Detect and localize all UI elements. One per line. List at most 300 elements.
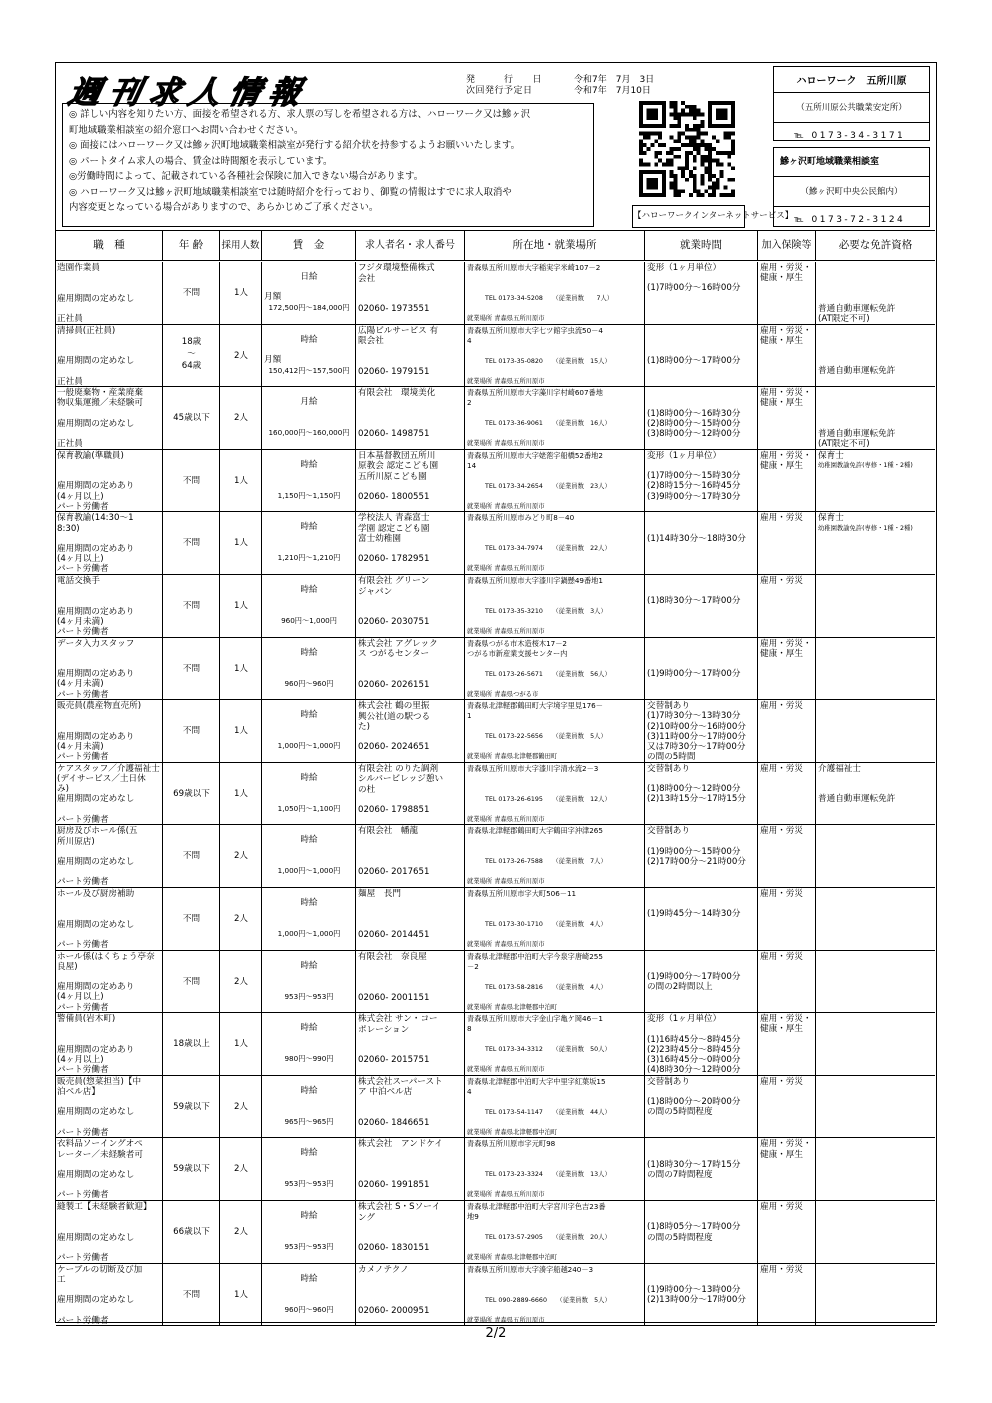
col-license: 必要な免許資格 bbox=[838, 239, 913, 251]
job-number: 02060- 1830151 bbox=[358, 1243, 430, 1253]
address-line: 青森県五所川原市字元町98 bbox=[467, 1139, 556, 1149]
office-name: 鰺ヶ沢町地域職業相談室 bbox=[780, 157, 880, 167]
publish-date-line: 発 行 日 令和7年 7月 3日 bbox=[466, 75, 655, 85]
table-row[interactable] bbox=[56, 700, 935, 763]
address-line: 青森県北津軽郡中泊町大字今泉字唐崎255 bbox=[467, 951, 603, 961]
hours-line: の間の7時間程度 bbox=[647, 1169, 713, 1180]
hire-count: 1人 bbox=[233, 788, 249, 799]
hours-line: (4)8時30分～12時00分 bbox=[647, 1065, 741, 1075]
job-line: (4ヶ月以上) bbox=[57, 554, 104, 565]
notice-line: ◎ ハローワーク又は鰺ヶ沢町地域職業相談室では随時紹介を行っており、御覧の情報はすでに求人取消や bbox=[69, 186, 512, 198]
notice-line: ◎ パートタイム求人の場合、賃金は時間額を表示しています。 bbox=[69, 155, 333, 167]
company-tel: TEL 0173-34-7974 （従業員数 22人） bbox=[485, 545, 611, 553]
company-name: 会社 bbox=[358, 273, 376, 284]
office-tel: ℡ 0173-34-3171 bbox=[774, 122, 929, 146]
wage-type: 時給 bbox=[300, 835, 318, 846]
hours-line: (1)16時45分～8時45分 bbox=[647, 1034, 741, 1045]
table-row[interactable] bbox=[56, 1076, 935, 1139]
hours-cell bbox=[645, 387, 758, 449]
wage-range: 172,500円～184,000円 bbox=[268, 303, 350, 312]
work-place: 就業場所 青森県五所川原市 bbox=[467, 1316, 545, 1324]
address-line: 青森県北津軽郡鶴田町大字境字里見176－ bbox=[467, 701, 603, 711]
company-cell bbox=[356, 1013, 465, 1075]
office-name: ハローワーク 五所川原 bbox=[796, 76, 907, 87]
hours-line: (1)9時00分～15時00分 bbox=[647, 846, 741, 857]
insurance-line: 雇用・労災 bbox=[760, 1076, 803, 1087]
insurance-line: 雇用・労災 bbox=[760, 763, 803, 774]
hours-line: の間の5時間程度 bbox=[647, 1107, 713, 1118]
hours-line: 変形（1ヶ月単位） bbox=[647, 263, 722, 273]
age-line: 59歳以下 bbox=[173, 1164, 210, 1175]
job-line: (4ヶ月以上) bbox=[57, 491, 104, 502]
license-cell bbox=[816, 262, 935, 324]
job-line: 雇用期間の定めあり bbox=[57, 669, 135, 680]
job-line: 縫製工【未経験者歓迎】 bbox=[57, 1202, 152, 1212]
job-line: 正社員 bbox=[57, 439, 83, 449]
work-place: 就業場所 青森県五所川原市 bbox=[467, 565, 545, 573]
address-line: 青森県五所川原市大字藻川字村崎607番地 bbox=[467, 388, 603, 398]
company-name: 株式会社 S・Sソーイ bbox=[358, 1202, 441, 1212]
job-line: (4ヶ月未満) bbox=[57, 616, 104, 627]
office-hellowork bbox=[773, 66, 930, 141]
company-cell bbox=[356, 1138, 465, 1200]
insurance-line: 雇用・労災 bbox=[760, 513, 803, 524]
job-line: 8:30) bbox=[57, 523, 80, 534]
age-line: 18歳 bbox=[181, 336, 202, 347]
wage-range: 1,000円～1,000円 bbox=[277, 866, 341, 876]
company-tel: TEL 0173-22-5656 （従業員数 5人） bbox=[485, 733, 607, 741]
work-place: 就業場所 青森県北津軽郡鶴田町 bbox=[467, 753, 558, 761]
company-cell bbox=[356, 325, 465, 387]
hours-cell bbox=[645, 1013, 758, 1075]
job-line: パート労働者 bbox=[57, 627, 109, 637]
age-line: 69歳以下 bbox=[173, 788, 210, 799]
col-count: 採用人数 bbox=[220, 231, 262, 260]
hire-count: 1人 bbox=[233, 538, 249, 549]
qr-code[interactable] bbox=[639, 101, 735, 197]
wage-type: 時給 bbox=[300, 710, 318, 721]
insurance-line: 雇用・労災 bbox=[760, 701, 803, 712]
hours-line: (3)8時00分～12時00分 bbox=[647, 428, 741, 439]
age-line: 66歳以下 bbox=[173, 1227, 210, 1237]
wage-range: 1,150円～1,150円 bbox=[277, 490, 341, 500]
address-cell bbox=[465, 763, 645, 825]
company-name: 有限会社 環境美化 bbox=[358, 388, 436, 399]
company-cell bbox=[356, 1201, 465, 1263]
work-place: 就業場所 青森県五所川原市 bbox=[467, 628, 545, 635]
company-cell bbox=[356, 1076, 465, 1138]
job-line: 雇用期間の定めなし bbox=[57, 794, 135, 805]
hours-line: (2)13時00分～17時00分 bbox=[647, 1295, 746, 1306]
job-line: 一般廃棄物・産業廃棄 bbox=[57, 388, 143, 399]
wage-cell bbox=[262, 1076, 356, 1138]
company-name: 有限会社 グリーン bbox=[358, 576, 430, 586]
col-wage: 賃 金 bbox=[262, 231, 356, 260]
count-cell bbox=[220, 1264, 262, 1326]
count-cell bbox=[220, 512, 262, 574]
table-row[interactable] bbox=[56, 888, 935, 951]
qr-code-label: 【ハローワークインターネットサービス】 bbox=[632, 205, 745, 228]
count-cell bbox=[220, 951, 262, 1013]
hire-count: 2人 bbox=[233, 1164, 249, 1175]
count-cell bbox=[220, 387, 262, 449]
hire-count: 2人 bbox=[233, 1227, 249, 1237]
wage-cell bbox=[262, 387, 356, 449]
hours-line: (3)9時00分～17時30分 bbox=[647, 491, 741, 502]
job-line: ホール及び厨房補助 bbox=[57, 889, 135, 899]
office-ajigasawa bbox=[773, 147, 930, 227]
insurance-line: 雇用・労災・ bbox=[760, 388, 812, 399]
hours-line: 変形（1ヶ月単位） bbox=[647, 450, 722, 461]
work-place: 就業場所 青森県北津軽郡中泊町 bbox=[467, 1254, 558, 1261]
company-tel: TEL 0173-34-5208 （従業員数 7人） bbox=[485, 295, 614, 302]
insurance-line: 雇用・労災 bbox=[760, 826, 803, 837]
hire-count: 1人 bbox=[233, 475, 249, 486]
company-tel: TEL 0173-30-1710 （従業員数 4人） bbox=[485, 921, 607, 928]
count-cell bbox=[220, 450, 262, 512]
license-line: 普通自動車運転免許 bbox=[818, 428, 896, 439]
hours-cell bbox=[645, 1138, 758, 1200]
insurance-cell bbox=[758, 575, 816, 637]
job-line: パート労働者 bbox=[57, 1127, 109, 1138]
hours-cell bbox=[645, 1201, 758, 1263]
job-number: 02060- 1973551 bbox=[358, 304, 430, 314]
job-line: 良屋) bbox=[57, 961, 78, 972]
license-line: 保育士 bbox=[818, 450, 844, 461]
job-number: 02060- 1498751 bbox=[358, 429, 430, 440]
job-cell bbox=[56, 888, 163, 950]
company-name: 株式会社 サン・コー bbox=[358, 1014, 438, 1025]
age-line: 不問 bbox=[182, 288, 201, 298]
hours-line: の間の2時間以上 bbox=[647, 982, 713, 993]
hours-line: 交替制あり bbox=[647, 763, 690, 774]
license-cell bbox=[816, 1201, 935, 1263]
address-line: 地9 bbox=[467, 1212, 479, 1221]
job-line: パート労働者 bbox=[57, 689, 109, 700]
company-tel: TEL 0173-35-0820 （従業員数 15人） bbox=[485, 357, 611, 365]
company-tel: TEL 0173-34-2654 （従業員数 23人） bbox=[485, 482, 611, 490]
company-cell bbox=[356, 262, 465, 324]
table-row[interactable] bbox=[56, 262, 935, 325]
job-number: 02060- 1846651 bbox=[358, 1117, 430, 1128]
job-line: レーター／未経験者可 bbox=[57, 1149, 143, 1160]
license-line: (AT限定不可) bbox=[818, 314, 870, 324]
count-cell bbox=[220, 888, 262, 950]
wage-range: 1,210円～1,210円 bbox=[277, 553, 341, 563]
hours-cell bbox=[645, 325, 758, 387]
company-name: シルバービレッジ憩い bbox=[358, 774, 444, 785]
address-cell bbox=[465, 1013, 645, 1075]
age-line: 不問 bbox=[182, 538, 201, 549]
hire-count: 1人 bbox=[233, 601, 249, 611]
age-cell bbox=[163, 700, 220, 762]
address-line: 青森県五所川原市大字漆川字鍋懸49番地1 bbox=[467, 576, 603, 585]
work-place: 就業場所 青森県五所川原市 bbox=[467, 440, 545, 448]
hire-count: 1人 bbox=[233, 663, 249, 674]
table-row[interactable] bbox=[56, 512, 935, 575]
age-line: 59歳以下 bbox=[173, 1101, 210, 1112]
job-line: み) bbox=[57, 784, 69, 795]
wage-cell bbox=[262, 1138, 356, 1200]
table-row[interactable] bbox=[56, 450, 935, 513]
insurance-line: 健康・厚生 bbox=[760, 273, 803, 284]
table-row[interactable] bbox=[56, 1138, 935, 1201]
page-header bbox=[56, 63, 935, 231]
job-line: 雇用期間の定めなし bbox=[57, 293, 135, 304]
company-tel: TEL 0173-26-6195 （従業員数 12人） bbox=[485, 795, 611, 803]
insurance-line: 雇用・労災 bbox=[760, 1264, 803, 1275]
insurance-line: 雇用・労災・ bbox=[760, 263, 812, 273]
job-cell bbox=[56, 387, 163, 449]
age-cell bbox=[163, 262, 220, 324]
license-cell bbox=[816, 387, 935, 449]
office-sub: （鰺ヶ沢町中央公民館内） bbox=[774, 176, 929, 206]
wage-cell bbox=[262, 262, 356, 324]
wage-range: 150,412円～157,500円 bbox=[268, 365, 350, 375]
age-line: 18歳以上 bbox=[173, 1039, 210, 1050]
job-line: (デイサービス／土日休 bbox=[57, 773, 146, 784]
work-place: 就業場所 青森県五所川原市 bbox=[467, 1191, 545, 1199]
company-tel: TEL 090-2889-6660 （従業員数 5人） bbox=[485, 1296, 611, 1304]
insurance-cell bbox=[758, 825, 816, 887]
col-insurance: 加入保険等 bbox=[758, 231, 816, 260]
hours-line: (1)7時00分～15時30分 bbox=[647, 471, 741, 482]
address-cell bbox=[465, 638, 645, 700]
company-name: 有限会社 のりた調剤 bbox=[358, 763, 439, 774]
age-cell bbox=[163, 1201, 220, 1263]
hours-line: (1)9時00分～17時00分 bbox=[647, 971, 741, 982]
age-cell bbox=[163, 1138, 220, 1200]
address-cell bbox=[465, 1264, 645, 1326]
company-name: ジャパン bbox=[358, 586, 393, 597]
age-cell bbox=[163, 888, 220, 950]
address-line: 青森県五所川原市大字金山字亀ケ岡46－1 bbox=[467, 1014, 603, 1024]
job-cell bbox=[56, 700, 163, 762]
company-name: 広陽ビルサービス 有 bbox=[358, 325, 439, 336]
wage-range: 965円～965円 bbox=[284, 1116, 334, 1126]
job-line: 泊ベル店】 bbox=[57, 1086, 100, 1097]
job-number: 02060- 1798851 bbox=[358, 804, 430, 815]
wage-type: 時給 bbox=[300, 1148, 318, 1159]
wage-range: 960円～1,000円 bbox=[281, 616, 337, 625]
job-line: 工 bbox=[57, 1274, 66, 1285]
col-age: 年 齢 bbox=[163, 231, 220, 260]
license-cell bbox=[816, 575, 935, 637]
notice-line: 町地域職業相談室の紹介窓口へお問い合わせください。 bbox=[69, 124, 304, 136]
col-company: 求人者名・求人番号 bbox=[356, 231, 465, 260]
age-line: ～ bbox=[187, 348, 196, 359]
company-name: ング bbox=[358, 1212, 376, 1223]
count-cell bbox=[220, 262, 262, 324]
hours-line: の間の5時間程度 bbox=[647, 1232, 713, 1243]
license-cell bbox=[816, 1264, 935, 1326]
address-cell bbox=[465, 825, 645, 887]
wage-cell bbox=[262, 1264, 356, 1326]
address-line: 青森県五所川原市大字姥萢字船橋52番地2 bbox=[467, 450, 603, 460]
hours-cell bbox=[645, 512, 758, 574]
address-line: 14 bbox=[467, 460, 477, 470]
insurance-cell bbox=[758, 1138, 816, 1200]
notice-line: ◎労働時間によって、記載されている各種社会保険に加入できない場合があります。 bbox=[69, 171, 424, 182]
address-line: 4 bbox=[467, 1086, 472, 1096]
hours-line: 交替制あり bbox=[647, 1076, 690, 1087]
company-name: カメノテクノ bbox=[358, 1264, 409, 1275]
job-line: 雇用期間の定めなし bbox=[57, 356, 135, 367]
address-line: －2 bbox=[467, 961, 479, 971]
wage-range: 1,000円～1,000円 bbox=[277, 741, 341, 751]
job-cell bbox=[56, 638, 163, 700]
age-cell bbox=[163, 512, 220, 574]
address-cell bbox=[465, 951, 645, 1013]
company-cell bbox=[356, 1264, 465, 1326]
age-cell bbox=[163, 638, 220, 700]
table-row[interactable] bbox=[56, 1201, 935, 1264]
hire-count: 1人 bbox=[233, 1039, 249, 1050]
job-line: 販売員(惣菜担当)【中 bbox=[57, 1076, 142, 1087]
company-cell bbox=[356, 888, 465, 950]
table-row[interactable] bbox=[56, 638, 935, 701]
hours-cell bbox=[645, 575, 758, 637]
age-line: 不問 bbox=[182, 475, 201, 486]
wage-range: 953円～953円 bbox=[284, 1179, 334, 1189]
job-line: 雇用期間の定めなし bbox=[57, 856, 135, 867]
notice-line: ◎ 詳しい内容を知りたい方、面接を希望される方、求人票の写しを希望される方は、ハローワーク又は鰺ヶ沢 bbox=[69, 109, 531, 120]
age-line: 不問 bbox=[182, 914, 201, 924]
age-line: 45歳以下 bbox=[173, 413, 210, 424]
company-name: 株式会社 鶴の里振 bbox=[358, 701, 430, 712]
hours-line: (2)23時45分～8時45分 bbox=[647, 1044, 741, 1055]
notice-line: ◎ 面接にはハローワーク又は鰺ヶ沢町地域職業相談室が発行する紹介状を持参するようお願いいたします。 bbox=[69, 140, 521, 151]
wage-type: 日給 bbox=[300, 272, 318, 282]
license-line: (AT限定不可) bbox=[818, 439, 870, 449]
insurance-cell bbox=[758, 387, 816, 449]
hire-count: 2人 bbox=[233, 350, 249, 361]
hours-line: (1)8時30分～17時00分 bbox=[647, 596, 741, 607]
license-cell bbox=[816, 512, 935, 574]
job-line: 正社員 bbox=[57, 376, 83, 387]
job-number: 02060- 2000951 bbox=[358, 1305, 430, 1316]
wage-cell bbox=[262, 1201, 356, 1263]
address-line: 8 bbox=[467, 1024, 472, 1034]
job-line: ホール係(はくちょう亭奈 bbox=[57, 951, 155, 962]
company-name: フジタ環境整備株式 bbox=[358, 263, 435, 273]
insurance-cell bbox=[758, 888, 816, 950]
license-cell bbox=[816, 825, 935, 887]
insurance-cell bbox=[758, 1076, 816, 1138]
wage-monthly-label: 月額 bbox=[264, 292, 282, 302]
age-cell bbox=[163, 1013, 220, 1075]
job-line: 雇用期間の定めあり bbox=[57, 606, 135, 617]
hours-cell bbox=[645, 825, 758, 887]
table-row[interactable] bbox=[56, 1013, 935, 1076]
count-cell bbox=[220, 700, 262, 762]
job-cell bbox=[56, 951, 163, 1013]
job-cell bbox=[56, 325, 163, 387]
address-cell bbox=[465, 1076, 645, 1138]
insurance-line: 健康・厚生 bbox=[760, 1149, 803, 1160]
count-cell bbox=[220, 638, 262, 700]
table-row[interactable] bbox=[56, 825, 935, 888]
job-line: 雇用期間の定めなし bbox=[57, 418, 135, 429]
license-cell bbox=[816, 1076, 935, 1138]
hours-line: (1)7時30分～13時30分 bbox=[647, 711, 741, 722]
wage-type: 時給 bbox=[300, 647, 318, 658]
job-line: パート労働者 bbox=[57, 940, 109, 950]
table-row[interactable] bbox=[56, 763, 935, 826]
col-job: 職 種 bbox=[56, 231, 163, 260]
insurance-cell bbox=[758, 262, 816, 324]
company-name: た) bbox=[358, 722, 370, 733]
insurance-line: 健康・厚生 bbox=[760, 398, 803, 409]
wage-cell bbox=[262, 1013, 356, 1075]
job-number: 02060- 2026151 bbox=[358, 679, 430, 690]
job-line: パート労働者 bbox=[57, 1253, 109, 1263]
count-cell bbox=[220, 763, 262, 825]
office-tel: ℡ 0173-72-3124 bbox=[774, 206, 929, 230]
insurance-line: 雇用・労災・ bbox=[760, 1014, 812, 1025]
license-cell bbox=[816, 951, 935, 1013]
address-line: 青森県五所川原市大字稲実字米崎107－2 bbox=[467, 263, 601, 272]
hours-cell bbox=[645, 1264, 758, 1326]
table-row[interactable] bbox=[56, 1264, 935, 1327]
hours-line: (2)10時00分～16時00分 bbox=[647, 721, 746, 732]
job-cell bbox=[56, 450, 163, 512]
job-line: 警備員(岩木町) bbox=[57, 1014, 116, 1025]
job-line: 造園作業員 bbox=[57, 263, 100, 273]
table-row[interactable] bbox=[56, 575, 935, 638]
address-line: 1 bbox=[467, 711, 472, 721]
work-place: 就業場所 青森県北津軽郡中泊町 bbox=[467, 1003, 558, 1011]
hours-line: (2)17時00分～21時00分 bbox=[647, 856, 746, 867]
license-cell bbox=[816, 450, 935, 512]
hours-line: (1)9時00分～13時00分 bbox=[647, 1284, 741, 1295]
hours-line: (1)8時00分～16時30分 bbox=[647, 408, 741, 419]
job-line: 厨房及びホール係(五 bbox=[57, 826, 138, 837]
company-name: 株式会社スーパースト bbox=[358, 1076, 443, 1087]
wage-type: 時給 bbox=[300, 1023, 318, 1034]
wage-cell bbox=[262, 888, 356, 950]
license-cell bbox=[816, 325, 935, 387]
company-tel: TEL 0173-54-1147 （従業員数 44人） bbox=[485, 1108, 611, 1116]
wage-range: 960円～960円 bbox=[284, 678, 334, 688]
license-line: 幼稚園教諭免許(専修・1種・2種) bbox=[818, 461, 913, 469]
company-name: ス つがるセンター bbox=[358, 649, 430, 660]
job-cell bbox=[56, 1201, 163, 1263]
address-cell bbox=[465, 450, 645, 512]
job-line: ケーブルの切断及び加 bbox=[57, 1264, 143, 1275]
age-cell bbox=[163, 450, 220, 512]
hours-cell bbox=[645, 1076, 758, 1138]
notice-line: 内容変更となっている場合がありますので、あらかじめご了承ください。 bbox=[69, 202, 379, 213]
table-row[interactable] bbox=[56, 387, 935, 450]
table-row[interactable] bbox=[56, 951, 935, 1014]
age-line: 不問 bbox=[182, 976, 201, 987]
job-number: 02060- 1991851 bbox=[358, 1180, 430, 1191]
job-line: 電話交換手 bbox=[57, 576, 100, 586]
company-name: 興公社(道の駅つる bbox=[358, 711, 431, 722]
address-cell bbox=[465, 888, 645, 950]
address-cell bbox=[465, 512, 645, 574]
license-cell bbox=[816, 888, 935, 950]
company-cell bbox=[356, 825, 465, 887]
table-row[interactable] bbox=[56, 325, 935, 388]
age-line: 不問 bbox=[182, 851, 201, 862]
insurance-cell bbox=[758, 450, 816, 512]
age-cell bbox=[163, 325, 220, 387]
job-line: (4ヶ月未満) bbox=[57, 741, 104, 752]
company-tel: TEL 0173-23-3324 （従業員数 13人） bbox=[485, 1171, 611, 1179]
job-number: 02060- 2014451 bbox=[358, 930, 430, 940]
